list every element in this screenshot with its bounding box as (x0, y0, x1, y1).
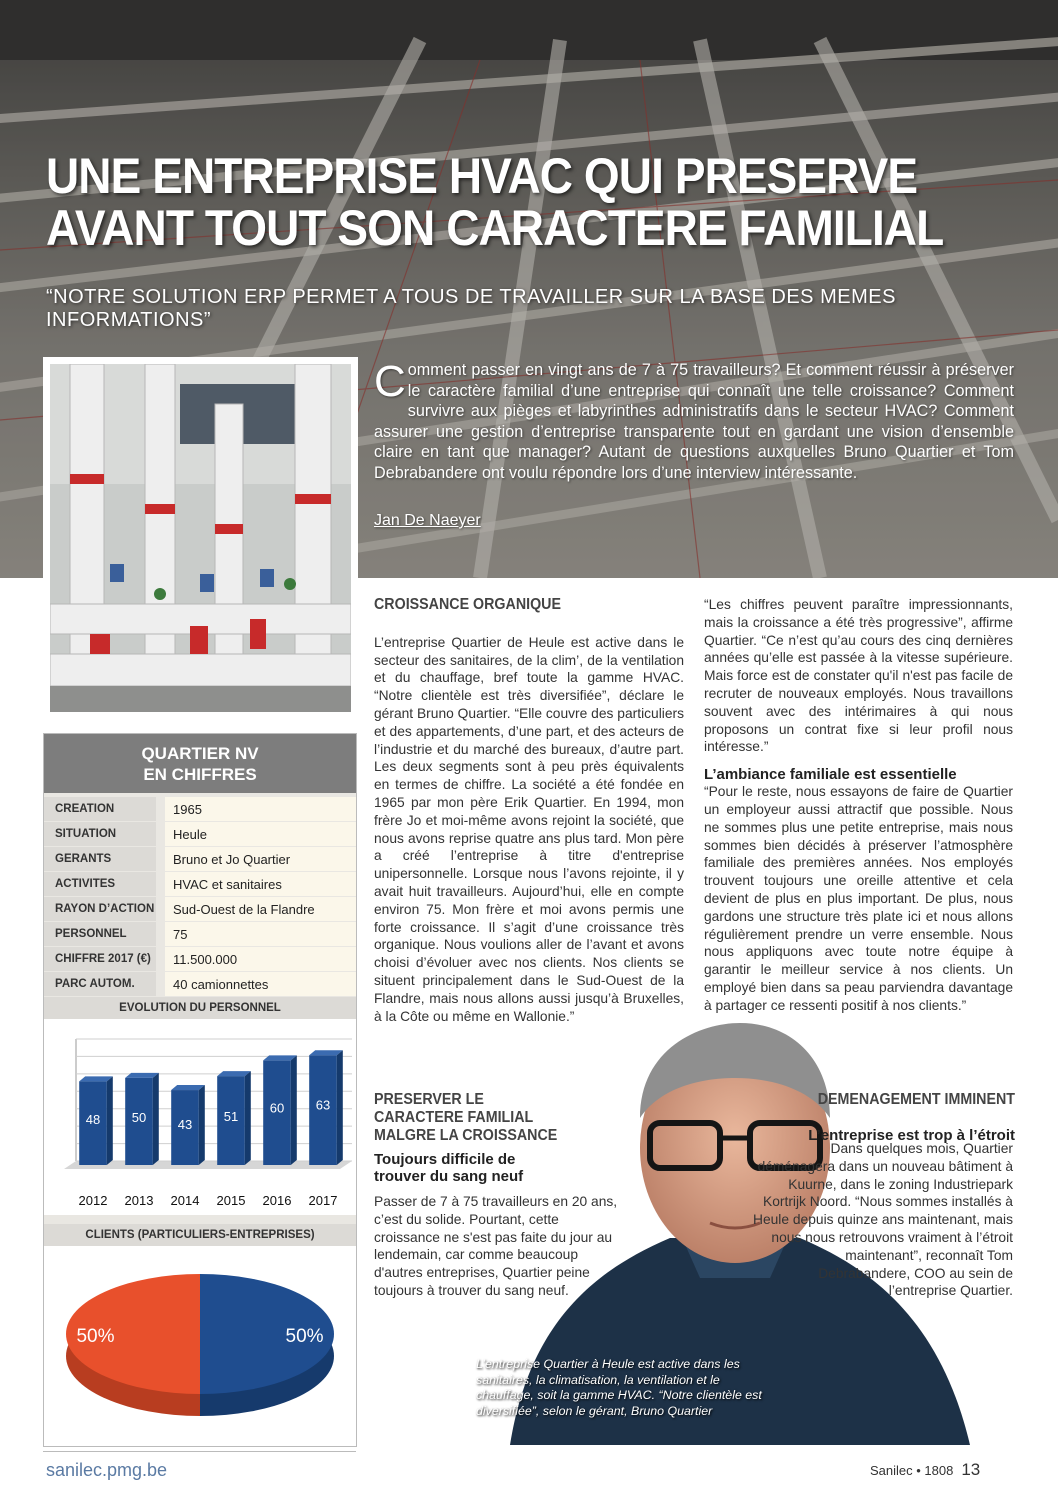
fact-label: CHIFFRE 2017 (€) (44, 947, 156, 971)
chart-data-label: 48 (85, 1111, 101, 1127)
fact-value: 40 camionnettes (165, 972, 356, 996)
subheadline: “NOTRE SOLUTION ERP PERMET A TOUS DE TRAVAILLER SUR LA BASE DES MEMES INFORMATIONS” (46, 286, 896, 331)
subheading-ambiance: L’ambiance familiale est essentielle (704, 766, 957, 784)
body-paragraph: “Les chiffres peuvent paraître impressionnants, mais la croissance a été très progressive”, affirme Quartier. “Ce n’est qu’au cours des cinq dernières années qu’elle est passée à la vitesse supérieure. Mais force est de constater qu'il n'est pas facile de recruter de nouveaux employés. Nous travaillons souvent avec des intérimaires à qui nous proposons un contrat fixe si leur profil nous intéresse.” (704, 597, 1013, 755)
fact-row (44, 822, 356, 846)
article-column-3 (704, 596, 1013, 1015)
chart1-title: EVOLUTION DU PERSONNEL (44, 997, 356, 1019)
fact-value: Sud-Ouest de la Flandre (165, 897, 356, 921)
body-paragraph: Passer de 7 à 75 travailleurs en 20 ans, c’est du solide. Pourtant, cette croissance ne s'est pas faite du jour au lendemain, car comme beaucoup d'autres entreprises, Quartier peine toujours à trouver du sang neuf. (374, 1194, 618, 1298)
fact-box-title-line-2: EN CHIFFRES (143, 765, 257, 784)
dropcap: C (374, 357, 406, 406)
photo-caption: L’entreprise Quartier à Heule est active dans les sanitaires, la climatisation, la ventilation et le chauffage, soit la gamme HVAC. “Notre clientèle est diversifiée”, selon le gérant, Bruno Quartier (476, 1357, 762, 1418)
section-heading-preserver: PRESERVER LE CARACTERE FAMILIAL MALGRE LA CROISSANCE (374, 1091, 558, 1144)
pipes-photo-frame (43, 357, 358, 719)
chart-data-label: 51 (223, 1109, 239, 1125)
chart-bar-side (245, 1071, 251, 1165)
subheading-etroit: L’entreprise est trop à l’étroit (808, 1127, 1015, 1144)
section-heading-croissance: CROISSANCE ORGANIQUE (374, 596, 561, 613)
fact-value: 75 (165, 922, 356, 946)
fact-label: PARC AUTOM. (44, 972, 156, 996)
fact-row (44, 872, 356, 896)
author-byline: Jan De Naeyer (374, 512, 481, 529)
headline (46, 150, 948, 254)
fact-value: 1965 (165, 797, 356, 821)
chart-tick-label: 2013 (124, 1193, 154, 1208)
fact-label: ACTIVITES (44, 872, 156, 896)
body-paragraph: “Pour le reste, nous essayons de faire de Quartier un employeur aussi attractif que possible. Nous ne sommes plus une petite entreprise, mais nous sommes bien décidés à préserver l’atmosphère familiale des premières années. Nos employés trouvent toujours une oreille attentive et cela devient de plus en plus important. De plus, nous gardons une structure très plate ici et nous allons régulièrement prendre un verre ensemble. Nous nous appliquons avec toute notre équipe à garantir le meilleur service à nos clients. Un employé bien dans sa peau parviendra davantage à partager ce ressenti positif à nos clients.” (704, 784, 1013, 1013)
magazine-issue: Sanilec • 1808 (870, 1463, 954, 1478)
fact-label: PERSONNEL (44, 922, 156, 946)
section-preserver (374, 1091, 584, 1185)
pie-data-label: 50% (76, 1326, 115, 1347)
chart-bar-side (291, 1055, 297, 1165)
fact-row (44, 922, 356, 946)
chart-bar-side (153, 1073, 159, 1165)
page-number: 13 (961, 1460, 981, 1479)
body-paragraph: L’entreprise Quartier de Heule est active dans le secteur des sanitaires, de la clim’, de la ventilation et du chauffage, bref toute la gamme HVAC. “Notre clientèle est très diversifiée”, déclare le gérant Bruno Quartier. “Elle couvre des particuliers et des appartements, d’une part, et des acteurs de l’industrie et du marché des bureaux, d’autre part. Les deux segments sont à peu près équivalents en termes de chiffre. La société a été fondée en 1965 par mon père Erik Quartier. En 1994, mon frère Jo et moi-même avons rejoint la société, que nous avons reprise quatre ans plus tard. Mon père a créé l’entreprise à titre d'entreprise unipersonnelle. Lorsque nous l’avons rejointe, il y avait huit travailleurs. Aujourd’hui, elle en compte environ 75. Mon frère et moi avons permis une forte croissance. Il s’agit d’une croissance très organique. Nous voulions aller de l’avant et avons choisi d’évoluer avec nos clients. Nos clients se situent principalement dans le Sud-Ouest de la Flandre, mais nous allons aussi jusqu’à Bruxelles, à la Côte ou même en Wallonie.” (374, 634, 684, 1024)
chart-tick-label: 2015 (216, 1193, 246, 1208)
fact-label: CREATION (44, 797, 156, 821)
section-heading-demenagement: DEMENAGEMENT IMMINENT (817, 1091, 1015, 1108)
fact-box (43, 733, 357, 1447)
fact-box-title-line-1: QUARTIER NV (141, 744, 259, 763)
section-preserver-body (374, 1193, 624, 1300)
chart-tick-label: 2012 (78, 1193, 108, 1208)
footer-magazine (870, 1460, 980, 1480)
body-paragraph: Dans quelques mois, Quartier déménagera dans un nouveau bâtiment à Kuurne, dans le zoning Industriepark Kortrijk Noord. “Nous sommes installés à Heule depuis quinze ans maintenant, mais nous nous retrouvons vraiment à l’étroit maintenant”, reconnaît Tom Debrabandere, COO au sein de l’entreprise Quartier. (753, 1141, 1013, 1299)
fact-box-title (44, 734, 356, 793)
chart-data-label: 60 (269, 1100, 285, 1116)
chart-tick-label: 2016 (262, 1193, 292, 1208)
subheading-sang-neuf: Toujours difficile de trouver du sang neuf (374, 1151, 524, 1185)
chart2-title: CLIENTS (PARTICULIERS-ENTREPRISES) (44, 1224, 356, 1246)
fact-value: Bruno et Jo Quartier (165, 847, 356, 871)
chart-data-label: 50 (131, 1110, 147, 1126)
fact-label: RAYON D’ACTION (44, 897, 156, 921)
chart-bar-side (337, 1050, 343, 1165)
fact-row (44, 797, 356, 821)
footer-website[interactable]: sanilec.pmg.be (46, 1460, 168, 1480)
headline-line-2: AVANT TOUT SON CARACTERE FAMILIAL (46, 200, 944, 256)
pipes-photo (50, 364, 351, 712)
footer-divider (43, 1451, 356, 1452)
fact-value: 11.500.000 (165, 947, 356, 971)
intro-paragraph (374, 357, 1014, 484)
chart-data-label: 63 (315, 1097, 331, 1113)
fact-value: Heule (165, 822, 356, 846)
headline-line-1: UNE ENTREPRISE HVAC QUI PRESERVE (46, 148, 918, 204)
pie-data-label: 50% (285, 1326, 324, 1347)
fact-label: SITUATION (44, 822, 156, 846)
fact-label: GERANTS (44, 847, 156, 871)
chart-bar-side (107, 1076, 113, 1165)
personnel-bar-chart (44, 1019, 356, 1215)
chart-tick-label: 2014 (170, 1193, 200, 1208)
clients-pie-chart (44, 1246, 356, 1446)
fact-row (44, 972, 356, 996)
intro-text: omment passer en vingt ans de 7 à 75 travailleurs? Et comment réussir à préserver le caractère familial d’une entreprise qui connaît une telle croissance? Comment survivre aux pièges et labyrinthes administratifs dans le secteur HVAC? Comment assurer une gestion d’entreprise transparente tout en gardant une vision d’ensemble claire en tant que manager? Autant de questions auxquelles Bruno Quartier et Tom Debrabandere ont voulu répondre lors d’une interview intéressante. (374, 361, 1014, 482)
pipes-photo-illustration (50, 364, 351, 712)
chart-bar-side (199, 1085, 205, 1165)
section-demenagement (780, 1091, 1015, 1144)
fact-row (44, 947, 356, 971)
chart-data-label: 43 (177, 1116, 193, 1132)
section-demenagement-body (750, 1140, 1013, 1300)
chart-tick-label: 2017 (308, 1193, 338, 1208)
fact-row (44, 847, 356, 871)
fact-row (44, 897, 356, 921)
fact-table (44, 797, 356, 996)
article-column-2 (374, 596, 684, 1025)
fact-value: HVAC et sanitaires (165, 872, 356, 896)
